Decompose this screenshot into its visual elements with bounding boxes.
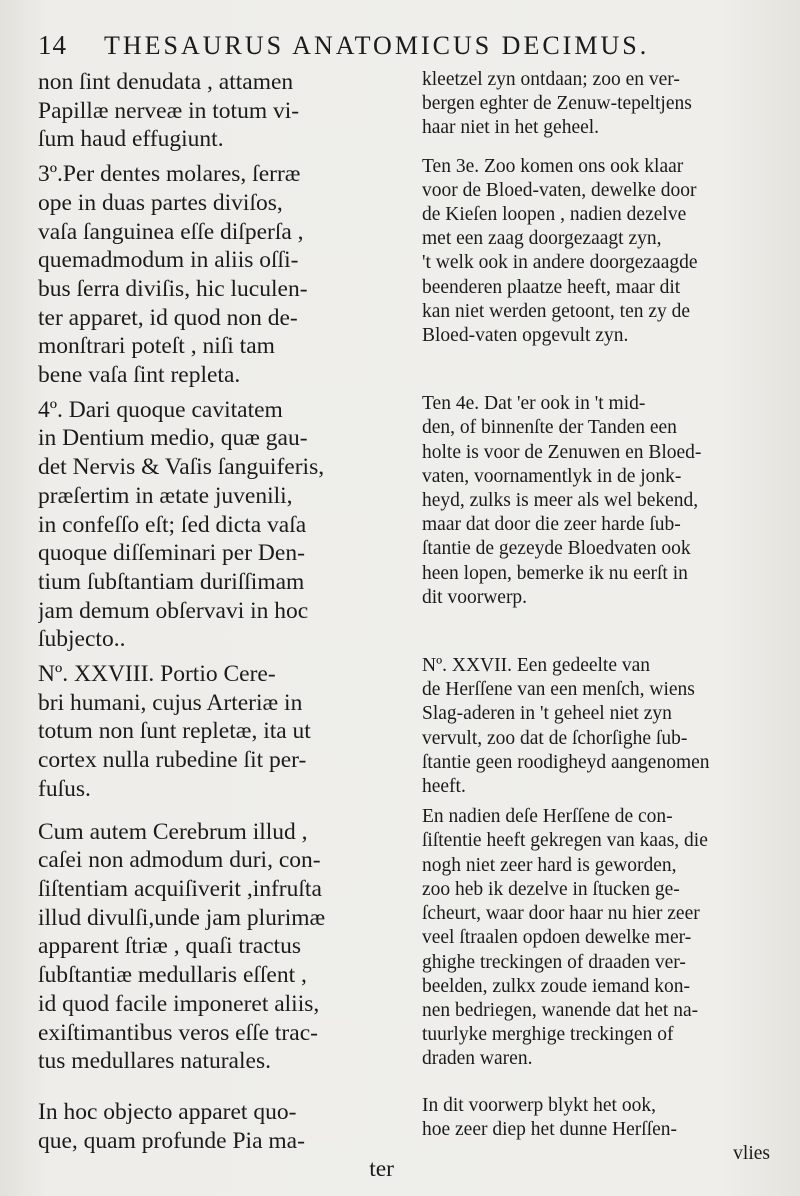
text-line: vaten, voornamentlyk in de jonk- [422,465,682,487]
text-line: holte is voor de Zenuwen en Bloed- [422,441,702,463]
running-title: THESAURUS ANATOMICUS DECIMUS. [104,31,650,60]
text-line: apparent ſtriæ , quaſi tractus [38,933,301,960]
text-line: de Kieſen loopen , nadien dezelve [422,204,687,226]
text-line: in confeſſo eſt; ſed dicta vaſa [38,511,307,538]
latin-paragraph [38,396,394,654]
text-line: bene vaſa ſint repleta. [38,362,241,389]
dutch-paragraph [422,654,770,799]
paragraph-gap [422,610,770,654]
text-line: ghighe treckingen of draaden ver- [422,951,686,973]
page-number: 14 [38,30,67,60]
latin-paragraph [38,1098,394,1184]
paragraph-gap [422,1072,770,1094]
text-line: nogh niet zeer hard is geworden, [422,854,677,876]
text-line: heen lopen, bemerke ik nu eerſt in [422,562,688,584]
text-line: draden waren. [422,1048,533,1070]
text-line: exiſtimantibus veros eſſe trac- [38,1019,318,1046]
text-line: vervult, zoo dat de ſchorſighe ſub- [422,727,688,749]
text-line: de Herſſene van een menſch, wiens [422,679,695,701]
text-line: 't welk ook in andere doorgezaagde [422,252,698,274]
text-line: kleetzel zyn ontdaan; zoo en ver- [422,69,680,90]
text-line: tus medullares naturales. [38,1048,271,1075]
text-line: In dit voorwerp blykt het ook, [422,1094,656,1116]
text-line: quoque diſſeminari per Den- [38,540,305,567]
text-line: in Dentium medio, quæ gau- [38,425,308,452]
text-line: jam demum obſervavi in hoc [38,597,309,624]
text-line: ſubjecto.. [38,626,126,653]
text-line: nen bedriegen, wanende dat het na- [422,999,699,1021]
latin-paragraph [38,818,394,1076]
text-line: Nº. XXVIII. Portio Cere- [38,661,276,688]
dutch-column [422,68,770,1166]
text-line: beelden, zulkx zoude iemand kon- [422,975,691,997]
text-line: bus ſerra diviſis, hic luculen- [38,275,308,302]
text-line: que, quam profunde Pia ma- [38,1127,305,1154]
text-line: dit voorwerp. [422,586,528,608]
text-line: Ten 3e. Zoo komen ons ook klaar [422,155,684,177]
text-line: In hoc objecto apparet quo- [38,1098,297,1125]
dutch-paragraph [422,68,770,141]
text-line: 3º.Per dentes molares, ſerræ [38,161,301,188]
text-line: præſertim in ætate juvenili, [38,482,293,509]
text-line: ſcheurt, waar door haar nu hier zeer [422,903,700,925]
text-line: monſtrari poteſt , niſi tam [38,333,275,360]
text-line: veel ſtraalen opdoen dewelke mer- [422,927,692,949]
text-line: tium ſubſtantiam duriſſimam [38,568,305,595]
catchword: vlies [733,1142,770,1164]
text-line: non ſint denudata , attamen [38,69,294,95]
text-line: voor de Bloed-vaten, dewelke door [422,179,697,201]
latin-paragraph [38,160,394,390]
text-line: caſei non admodum duri, con- [38,847,321,874]
text-line: ope in duas partes diviſos, [38,189,283,216]
text-line: bergen eghter de Zenuw-tepeltjens [422,93,692,115]
text-line: heeft. [422,776,466,798]
latin-paragraph [38,660,394,804]
dutch-paragraph [422,155,770,349]
paragraph-gap [38,804,394,818]
text-line: fuſus. [38,775,91,802]
text-line: vaſa ſanguinea eſſe diſperſa , [38,218,304,245]
dutch-paragraph [422,392,770,610]
catchword: ter [369,1156,394,1183]
text-line: En nadien deſe Herſſene de con- [422,806,673,828]
text-line: den, of binnenſte der Tanden een [422,417,677,439]
text-line: haar niet in het geheel. [422,117,600,139]
page-header [34,30,774,70]
paragraph-gap [38,1076,394,1098]
text-line: det Nervis & Vaſis ſanguiferis, [38,454,325,481]
text-line: Slag-aderen in 't geheel niet zyn [422,703,672,725]
text-line: heyd, zulks is meer als wel bekend, [422,490,699,512]
text-line: tuurlyke merghige treckingen of [422,1024,674,1046]
text-line: hoe zeer diep het dunne Herſſen- [422,1118,678,1140]
latin-paragraph [38,68,394,154]
text-line: met een zaag doorgezaagt zyn, [422,228,662,250]
text-line: ſtantie geen roodigheyd aangenomen [422,751,710,773]
text-line: quemadmodum in aliis oſſi- [38,247,299,274]
text-line: Bloed-vaten opgevult zyn. [422,325,629,347]
text-line: Ten 4e. Dat 'er ook in 't mid- [422,393,646,415]
text-line: ſubſtantiæ medullaris eſſent , [38,962,307,989]
dutch-paragraph [422,805,770,1071]
latin-column [38,68,394,1184]
text-line: Papillæ nerveæ in totum vi- [38,97,300,124]
text-line: ſtantie de gezeyde Bloedvaten ook [422,538,691,560]
text-line: maar dat door die zeer harde ſub- [422,514,681,536]
paragraph-gap [422,141,770,155]
text-line: ſum haud effugiunt. [38,126,224,153]
text-line: ter apparet, id quod non de- [38,304,298,331]
text-line: totum non ſunt repletæ, ita ut [38,718,311,745]
text-line: kan niet werden getoont, ten zy de [422,300,691,322]
text-line: beenderen plaatze heeft, maar dit [422,276,681,298]
paragraph-gap [422,348,770,392]
text-line: ſiſtentie heeft gekregen van kaas, die [422,830,708,852]
text-line: zoo heb ik dezelve in ſtucken ge- [422,878,680,900]
dutch-paragraph [422,1094,770,1167]
text-line: cortex nulla rubedine ſit per- [38,747,307,774]
text-line: id quod facile imponeret aliis, [38,990,320,1017]
text-line: illud divulſi,unde jam plurimæ [38,904,326,931]
text-line: ſiſtentiam acquiſiverit ,infruſta [38,875,322,902]
text-line: bri humani, cujus Arteriæ in [38,689,303,716]
text-line: 4º. Dari quoque cavitatem [38,396,283,423]
text-line: Nº. XXVII. Een gedeelte van [422,655,651,677]
text-line: Cum autem Cerebrum illud , [38,818,308,845]
